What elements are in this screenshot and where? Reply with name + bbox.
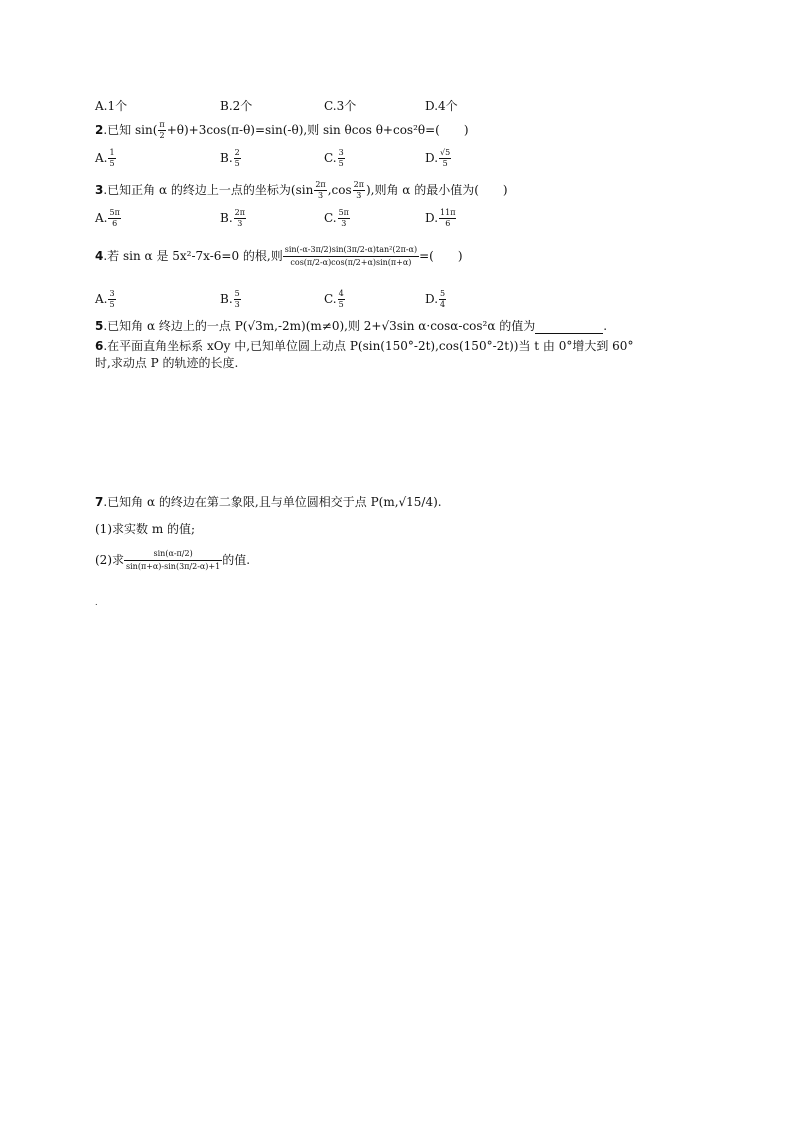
q1-options [95, 97, 515, 121]
q4-numerator: sin(-α-3π/2)sin(3π/2-α)tan²(2π-α) [283, 244, 419, 257]
question-number: 5 [95, 319, 104, 333]
q3-stem-text: .已知正角 α 的终边上一点的坐标为 [103, 183, 291, 197]
question-number: 3 [95, 183, 104, 197]
q2-option-c: C. $\frac{3}{5}$ [324, 148, 344, 168]
q2-option-a: A. $\frac{1}{5}$ [95, 148, 115, 168]
q3-option-a: A. $\frac{5\pi}{6}$ [95, 208, 120, 228]
question-number: 2 [95, 123, 104, 137]
q7-denominator: sin(π+α)-sin(3π/2-α)+1 [126, 562, 221, 571]
q2-options [95, 148, 515, 172]
q4-stem-text: .若 sin α 是 5x²-7x-6=0 的根,则 [103, 249, 283, 263]
question-number: 6 [95, 339, 104, 353]
q3-option-c: C. $\frac{5\pi}{3}$ [324, 208, 349, 228]
q4-stem-rest: =( ) [419, 249, 463, 263]
q3-options [95, 208, 515, 232]
q4-option-d: D. $\frac{5}{4}$ [425, 289, 446, 309]
q4-option-a: A. $\frac{3}{5}$ [95, 289, 115, 309]
question-number: 7 [95, 495, 104, 509]
q5-period: . [603, 319, 608, 333]
q7-part2 [95, 548, 250, 573]
q7-stem [95, 494, 442, 510]
q4-stem [95, 244, 463, 269]
q1-option-d: D.4个 [425, 99, 458, 113]
q7-part2-suffix: 的值. [222, 553, 251, 567]
q1-option-a: A.1个 [95, 99, 128, 113]
q3-option-b: B. $\frac{2\pi}{3}$ [220, 208, 245, 228]
pi-over-2-fraction: $\frac{\pi}{2}$ [159, 120, 165, 140]
q7-numerator: sin(α-π/2) [124, 548, 222, 561]
q4-option-b: B. $\frac{5}{3}$ [220, 289, 240, 309]
q6-stem-text: .在平面直角坐标系 xOy 中,已知单位圆上动点 P(sin(150°-2t),cos(150°-2t))当 t 由 0°增大到 60° [103, 339, 634, 353]
q7-expression-fraction [124, 548, 222, 573]
q6-stem-line1 [95, 338, 633, 354]
q4-options [95, 289, 515, 313]
q2-stem-text: .已知 [103, 123, 132, 137]
q4-option-c: C. $\frac{4}{5}$ [324, 289, 344, 309]
q3-coordinate: (sin $\frac{2\pi}{3}$ ,cos $\frac{2\pi}{3}$ ) [290, 180, 371, 200]
q3-stem-rest: ,则角 α 的最小值为( ) [370, 183, 508, 197]
q7-part1: (1)求实数 m 的值; [95, 522, 196, 536]
q2-option-b: B. $\frac{2}{5}$ [220, 148, 240, 168]
q2-option-d: D. $\frac{√5}{5}$ [425, 148, 451, 168]
q3-stem [95, 180, 508, 201]
q4-expression-fraction [283, 244, 419, 269]
question-number: 4 [95, 249, 104, 263]
q2-stem-rest: +θ)+3cos(π-θ)=sin(-θ),则 sin θcos θ+cos²θ=( ) [166, 123, 469, 137]
q2-stem-sin: sin( [135, 123, 158, 137]
q3-option-d: D. $\frac{11\pi}{6}$ [425, 208, 456, 228]
q7-point: P(m,√15/4). [370, 495, 442, 509]
q5-stem [95, 318, 607, 334]
trailing-dot: . [95, 598, 98, 607]
q1-option-c: C.3个 [324, 99, 357, 113]
q7-stem-text: .已知角 α 的终边在第二象限,且与单位圆相交于点 [103, 495, 367, 509]
q1-option-b: B.2个 [220, 99, 253, 113]
answer-blank[interactable] [535, 321, 603, 334]
q4-denominator: cos(π/2-α)cos(π/2+α)sin(π+α) [290, 258, 412, 267]
q6-stem-line2: 时,求动点 P 的轨迹的长度. [95, 356, 239, 370]
q5-stem-text: .已知角 α 终边上的一点 P(√3m,-2m)(m≠0),则 2+√3sin α·cosα-cos²α 的值为 [103, 319, 536, 333]
q7-part2-prefix: (2)求 [95, 553, 124, 567]
q2-stem [95, 120, 469, 141]
